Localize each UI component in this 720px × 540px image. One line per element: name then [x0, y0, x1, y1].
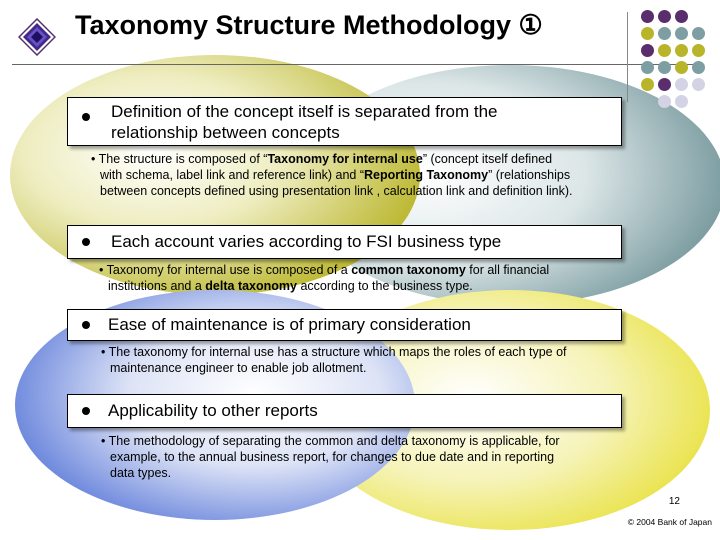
page-title: Taxonomy Structure Methodology ①	[75, 10, 543, 40]
section-4-detail	[101, 433, 560, 481]
detail-line: • The taxonomy for internal use has a structure which maps the roles of each type of	[101, 345, 567, 359]
section-3-heading-box	[67, 309, 622, 341]
bullet-icon	[82, 407, 90, 415]
detail-line: example, to the annual business report, for changes to due date and in reporting	[110, 450, 555, 464]
detail-line: with schema, label link and reference link) and “Reporting Taxonomy” (relationships	[100, 168, 571, 182]
title-divider	[627, 12, 628, 102]
section-1-heading-box	[67, 97, 622, 146]
page-number: 12	[668, 496, 680, 507]
section-2-detail	[99, 262, 549, 294]
section-3-detail	[101, 344, 567, 376]
purple-diamond-icon	[18, 18, 56, 56]
detail-line: between concepts defined using presentation link , calculation link and definition link).	[100, 184, 573, 198]
section-4-heading-box	[67, 394, 622, 428]
section-1-detail	[91, 151, 573, 199]
detail-line: institutions and a delta taxonomy according to the business type.	[108, 279, 473, 293]
detail-line: • The structure is composed of “Taxonomy for internal use” (concept itself defined	[91, 152, 553, 166]
detail-line: maintenance engineer to enable job allotment.	[110, 361, 367, 375]
section-3-heading: Ease of maintenance is of primary consideration	[108, 315, 471, 334]
section-2-heading-box	[67, 225, 622, 259]
detail-line: • The methodology of separating the common and delta taxonomy is applicable, for	[101, 434, 560, 448]
detail-line: data types.	[110, 466, 172, 480]
detail-line: • Taxonomy for internal use is composed of a common taxonomy for all financial	[99, 263, 550, 277]
title-underline	[12, 64, 702, 65]
section-4-heading: Applicability to other reports	[108, 401, 318, 420]
bullet-icon	[82, 113, 90, 121]
section-1-heading: Definition of the concept itself is separated from the relationship between concepts	[111, 102, 498, 142]
section-2-heading: Each account varies according to FSI business type	[111, 232, 502, 251]
copyright-notice: © 2004 Bank of Japan	[627, 517, 712, 527]
bullet-icon	[82, 321, 90, 329]
bullet-icon	[82, 238, 90, 246]
